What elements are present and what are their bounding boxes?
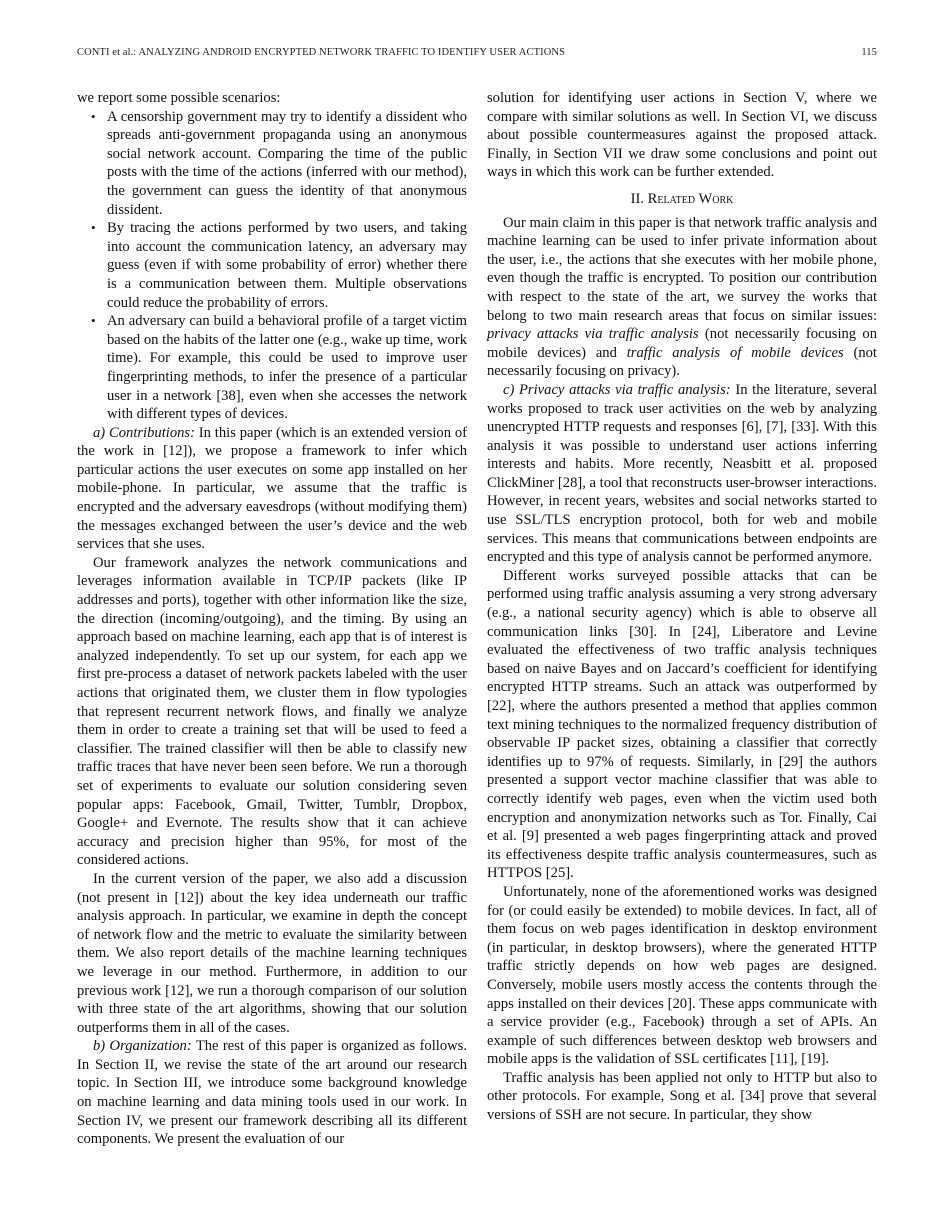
different-works-paragraph: Different works surveyed possible attacks that can be performed using traffic analysis assuming a very strong adversary (e.g., a national security agency) which is able to observe all communication links [30]. In [24], Liberatore and Levine evaluated the effectiveness of two traffic analysis techniques based on naive Bayes and on Jaccard’s coefficient for identifying encrypted HTTP streams. Such an attack was outperformed by [22], where the authors presented a method that applies common text mining techniques to the normalized frequency distribution of observable IP packet sizes, obtaining a classifier that correctly identifies up to 97% of requests. Similarly, in [29] the authors presented a support vector machine classifier that was able to correctly identify web pages, even when the victim used both encryption and anonymization networks such as Tor. Finally, Cai et al. [9] presented a web pages fingerprinting attack and proved its effectiveness despite traffic analysis countermeasures, such as HTTPOS [25]. xyxy=(487,567,877,882)
unfortunately-paragraph: Unfortunately, none of the aforementioned works was designed for (or could easily be extended) to mobile devices. In fact, all of them focus on web pages identification in desktop environment (in particular, in desktop browsers), where the generated HTTP traffic strictly depends on how web pages are designed. Conversely, mobile users mostly access the contents through the apps installed on their devices [20]. These apps communicate with a service provider (e.g., Facebook) through a set of APIs. An example of such differences between desktop web browsers and mobile apps is the validation of SSL certificates [11], [19]. xyxy=(487,883,877,1068)
organization-text: The rest of this paper is organized as follows. In Section II, we revise the state of the art around our research topic. In Section III, we introduce some background knowledge on machine learning and data mining tools used in our work. In Section IV, we present our framework describing all its different components. We present the evaluation of our xyxy=(77,1038,467,1148)
right-column xyxy=(487,89,877,1125)
framework-paragraph: Our framework analyzes the network communications and leverages information available in TCP/IP packets (like IP addresses and ports), together with other information like the size, the direction (incoming/outgoing), and the timing. By using an approach based on machine learning, each app that is of interest is analyzed independently. To set up our system, for each app we first pre-process a dataset of network packets labeled with the user actions that originated them, we cluster them in flow typologies that represent recurrent network flows, and finally we analyze them in order to create a training set that will be used to feed a classifier. The trained classifier will then be able to classify new traffic traces that have never been seen before. We run a thorough set of experiments to evaluate our solution considering seven popular apps: Facebook, Gmail, Twitter, Tumblr, Dropbox, Google+ and Evernote. The results show that it can achieve accuracy and precision higher than 95%, for most of the considered actions. xyxy=(77,554,467,869)
running-title: CONTI et al.: ANALYZING ANDROID ENCRYPTED NETWORK TRAFFIC TO IDENTIFY USER ACTIONS xyxy=(77,47,566,58)
contributions-label: a) Contributions: xyxy=(93,424,195,441)
intro-line: we report some possible scenarios: xyxy=(77,90,281,106)
left-column xyxy=(77,89,467,1149)
related-work-paragraph xyxy=(487,214,877,381)
related-emphasis: privacy attacks via traffic analysis xyxy=(487,326,699,343)
organization-paragraph xyxy=(77,1037,467,1149)
related-emphasis: traffic analysis of mobile devices xyxy=(626,344,844,361)
traffic-analysis-paragraph: Traffic analysis has been applied not only to HTTP but also to other protocols. For example, Song et al. [34] prove that several versions of SSH are not secure. In particular, they show xyxy=(487,1069,877,1124)
organization-label: b) Organization: xyxy=(93,1038,192,1055)
related-text: (not necessarily focusing on privacy). xyxy=(487,344,877,380)
scenario-item: • A censorship government may try to identify a dissident who spreads anti-government propaganda using an anonymous social network account. Comparing the time of the public posts with the time of the actions (inferred with our method), the government can guess the identity of that anonymous dissident. xyxy=(77,108,467,220)
related-text: Our main claim in this paper is that network traffic analysis and machine learning can be used to infer private information about the user, i.e., the actions that she executes with her mobile phone, even though the traffic is encrypted. To position our contribution with respect to the state of the art, we survey the works that belong to two main research areas that focus on similar issues: xyxy=(487,214,877,324)
contributions-text: In this paper (which is an extended version of the work in [12]), we propose a framework to infer which particular actions the user executes on some app installed on her mobile-phone. In particular, we assume that the traffic is encrypted and the adversary eavesdrops (without modifying them) the messages exchanged between the user’s device and the web services that she uses. xyxy=(77,424,467,553)
scenario-item: • An adversary can build a behavioral profile of a target victim based on the habits of the latter one (e.g., wake up time, work time). For example, this could be used to improve user fingerprinting methods, to infer the presence of a particular user in a network [38], even when she accesses the network with different types of devices. xyxy=(77,312,467,424)
contributions-paragraph xyxy=(77,424,467,554)
page-number: 115 xyxy=(861,47,877,58)
scenario-list xyxy=(77,108,467,424)
section-heading: II. Related Work xyxy=(630,190,734,207)
organization-continuation: solution for identifying user actions in Section V, where we compare with similar solutions as well. In Section VI, we discuss about possible countermeasures against the proposed attack. Finally, in Section VII we draw some conclusions and point out ways in which this work can be further extended. xyxy=(487,90,877,181)
scenario-item: • By tracing the actions performed by two users, and taking into account the communication latency, an adversary may guess (even if with some probability of error) whether there is a communication between them. Multiple observations could reduce the probability of errors. xyxy=(77,219,467,312)
current-version-paragraph: In the current version of the paper, we also add a discussion (not present in [12]) about the key idea underneath our traffic analysis approach. In particular, we examine in depth the concept of network flow and the metric to evaluate the similarity between them. We also report details of the machine learning techniques we leverage in our method. Furthermore, in addition to our previous work [12], we run a thorough comparison of our solution with three state of the art algorithms, showing that our solution outperforms them in all of the cases. xyxy=(77,870,467,1036)
related-text: (not necessarily focusing on mobile devices) and xyxy=(487,326,877,361)
privacy-label: c) Privacy attacks via traffic analysis: xyxy=(503,381,731,398)
privacy-attacks-paragraph xyxy=(487,381,877,567)
privacy-text: In the literature, several works proposed to track user activities on the web by analyzing unencrypted HTTP requests and responses [6], [7], [33]. With this analysis it was possible to understand user actions inferring interests and habits. More recently, Neasbitt et al. proposed ClickMiner [28], a tool that reconstructs user-browser interactions. However, in recent years, websites and social networks started to use SSL/TLS encryption protocol, both for web and mobile services. This means that communications between endpoints are encrypted and this type of analysis cannot be performed anymore. xyxy=(487,381,877,566)
